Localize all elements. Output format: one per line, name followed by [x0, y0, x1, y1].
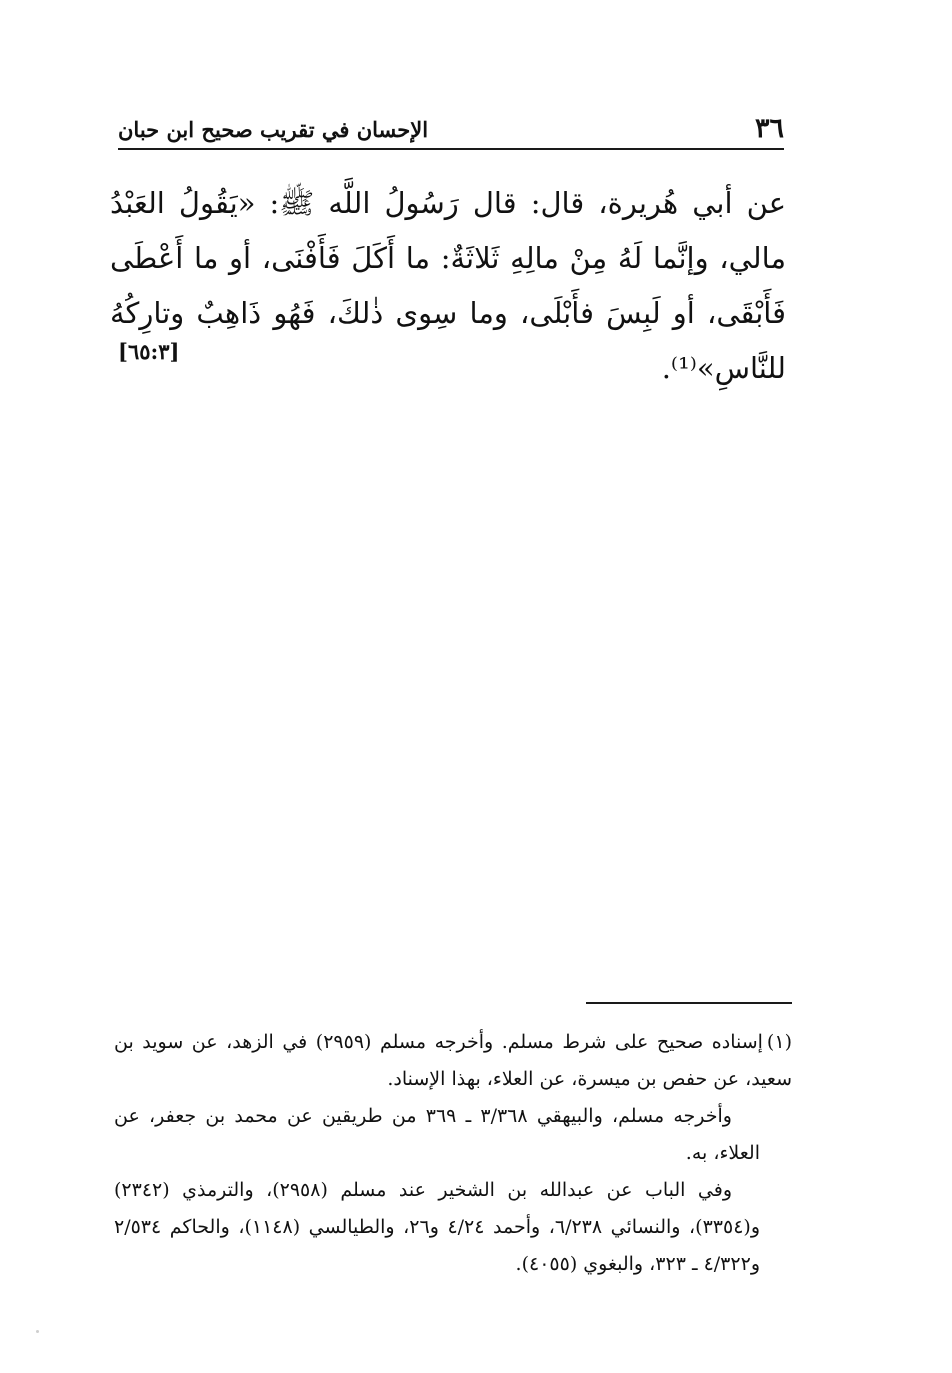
footnote-1-text: إسناده صحيح على شرط مسلم. وأخرجه مسلم (٢٩٥٩) في الزهد، عن سويد بن سعيد، عن حفص بن ميسرة، عن العلاء، بهذا الإسناد.: [114, 1031, 792, 1090]
hadith-reference: [٦٥:٣]: [118, 339, 180, 364]
footnote-1-paragraph-2: وأخرجه مسلم، والبيهقي ٣/٣٦٨ ـ ٣٦٩ من طريقين عن محمد بن جعفر، عن العلاء، به.: [114, 1105, 760, 1164]
scan-speck: [36, 1330, 39, 1333]
hadith-paragraph: عن أبي هُريرة، قال: قال رَسُولُ اللَّه ﷺ: «يَقُولُ العَبْدُ مالي، وإنَّما لَهُ مِنْ مالِهِ ثَلاثَةٌ: ما أَكَلَ فَأَفْنَى، أو ما أَعْطَى فَأَبْقَى، أو لَبِسَ فأَبْلَى، وما سِوى ذٰلكَ، فَهُو ذَاهِبٌ وتارِكُهُ للنَّاسِ»⁽¹⁾.: [110, 186, 786, 385]
footnote-marker: (١): [766, 1031, 792, 1053]
footnote-divider: [586, 1002, 792, 1004]
footnote-1-paragraph-3: وفي الباب عن عبدالله بن الشخير عند مسلم (٢٩٥٨)، والترمذي (٢٣٤٢) و(٣٣٥٤)، والنسائي ٦/٢٣٨، وأحمد ٤/٢٤ و٢٦، والطيالسي (١١٤٨)، والحاكم ٢/٥٣٤ و٤/٣٢٢ ـ ٣٢٣، والبغوي (٤٠٥٥).: [114, 1179, 760, 1275]
page-number: ٣٦: [754, 113, 784, 144]
footnote-1: [114, 1024, 792, 1098]
running-title: الإحسان في تقريب صحيح ابن حبان: [118, 117, 429, 142]
page-header: [118, 112, 784, 150]
footnotes: [114, 1024, 792, 1283]
